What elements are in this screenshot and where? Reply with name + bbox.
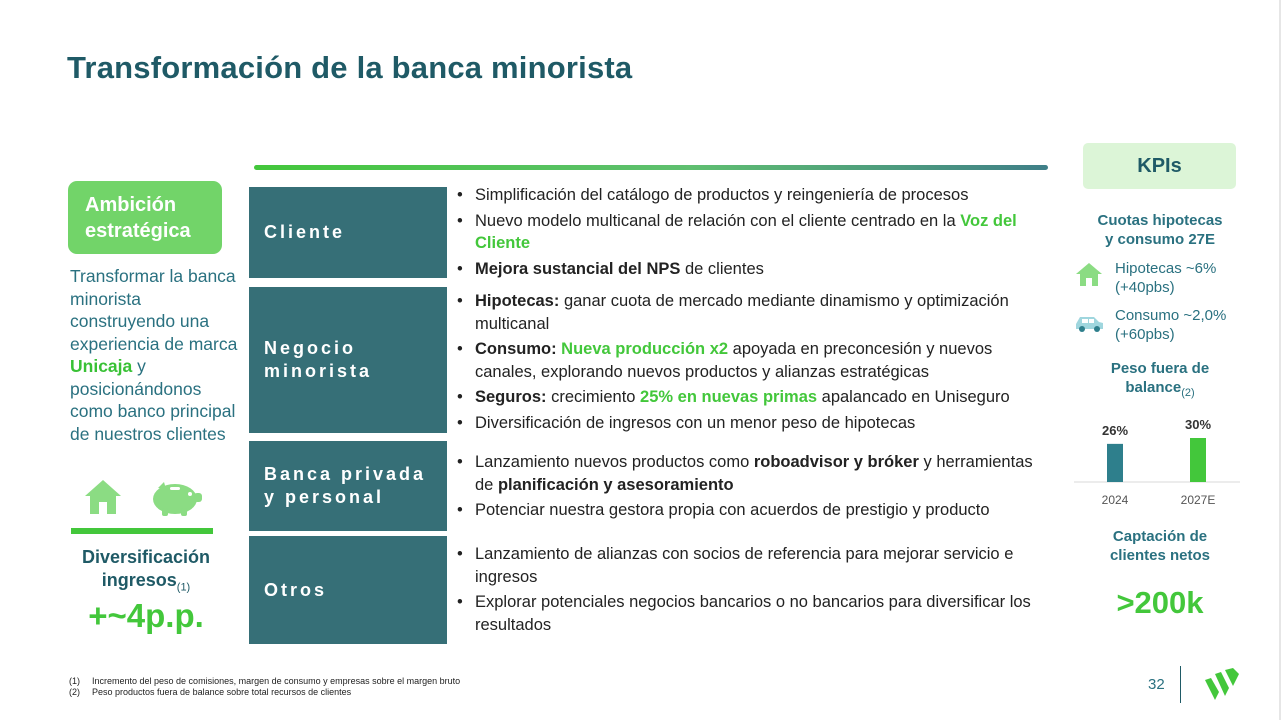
bullet-text: Lanzamiento nuevos productos como (475, 453, 754, 471)
captacion-title (1075, 527, 1245, 565)
bullet-item (455, 210, 1055, 255)
bullet-text: planificación y asesoramiento (497, 475, 734, 494)
bullet-text: Nueva producción x2 (561, 340, 729, 358)
kpi-hipotecas (1073, 259, 1253, 299)
kpis-header: KPIs (1083, 143, 1236, 189)
footnote-number: (2) (69, 687, 80, 697)
category-label: Banca privada y personal (264, 464, 427, 507)
footer-divider (1180, 666, 1181, 703)
diversification-title-line-2 (60, 569, 232, 600)
bullet-text: Mejora sustancial del NPS (475, 259, 681, 278)
bullet-text: Potenciar nuestra gestora propia con acuerdos de prestigio y producto (475, 501, 990, 519)
bullet-text: ganar cuota de mercado mediante dinamismo y optimización multicanal (475, 292, 1009, 333)
bullets-otros (455, 543, 1055, 639)
car-icon (1073, 308, 1105, 334)
bullet-text: Hipotecas: (475, 292, 560, 310)
kpi-hipotecas-change: (+40pbs) (1115, 279, 1175, 296)
peso-title (1075, 359, 1245, 403)
footnotes (69, 676, 460, 698)
bullet-text: Explorar potenciales negocios bancarios o no bancarios para diversificar los resultados (475, 593, 1031, 634)
bullet-item (455, 258, 1055, 281)
bullet-text: Consumo: (475, 340, 557, 358)
chart-data-label: 26% (1101, 422, 1129, 438)
kpi-consumo-text (1115, 306, 1226, 344)
kpi-consumo-value: Consumo ~2,0% (1115, 307, 1227, 324)
bullet-text: y herramientas de (475, 453, 1033, 494)
bullet-text: de clientes (680, 259, 764, 278)
left-divider-bar (71, 528, 213, 534)
ambition-badge (68, 181, 222, 254)
chart-tick-label: 2027E (1180, 493, 1216, 507)
footnote-number: (1) (69, 676, 80, 686)
peso-bar-chart (1072, 410, 1242, 510)
house-icon (1073, 261, 1105, 287)
category-label: Cliente (264, 222, 346, 242)
ambition-text-part-2: y posicionándonos como banco principal de nuestros clientes (70, 356, 236, 444)
category-label: Negocio minorista (264, 338, 373, 381)
bullet-text: 25% en nuevas primas (640, 388, 818, 406)
bullet-item (455, 543, 1055, 588)
bullets-negocio-minorista (455, 290, 1055, 437)
bullet-text: Seguros: (475, 388, 547, 406)
ambition-text-part-1: Transformar la banca minorista construyendo una experiencia de marca (70, 266, 238, 354)
footnote-ref: (1) (176, 581, 191, 594)
bullet-item (455, 499, 1055, 522)
chart-bar-2024 (1107, 444, 1123, 482)
peso-title-line-1: Peso fuera de (1110, 360, 1210, 377)
footnote-2 (69, 687, 460, 698)
bullets-banca-privada (455, 451, 1055, 525)
footnote-text: Peso productos fuera de balance sobre total recursos de clientes (92, 687, 352, 697)
bullet-item (455, 386, 1055, 409)
brand-logo-icon (1203, 666, 1241, 700)
chart-data-label: 30% (1184, 417, 1212, 432)
cuotas-title-line-2: y consumo 27E (1104, 231, 1216, 248)
page-number: 32 (1148, 676, 1165, 693)
bullet-text: apoyada en preconcesión y nuevos canales, explorando nuevos productos y alianzas estratégicas (475, 340, 993, 381)
bullet-item (455, 290, 1055, 335)
footnote-1 (69, 676, 460, 687)
bullet-item (455, 338, 1055, 383)
bullet-text: crecimiento (546, 388, 641, 406)
kpi-consumo-change: (+60pbs) (1115, 326, 1175, 343)
peso-title-text: balance (1125, 379, 1182, 396)
bullet-text: apalancado en Uniseguro (817, 388, 1010, 406)
captacion-title-line-2: clientes netos (1109, 547, 1211, 564)
chart-bar-2027E (1190, 438, 1206, 482)
footnote-text: Incremento del peso de comisiones, margen de consumo y empresas sobre el margen bruto (92, 676, 461, 686)
bullet-text: Voz del Cliente (475, 211, 1017, 252)
bullet-text: Diversificación de ingresos con un menor peso de hipotecas (475, 413, 916, 432)
house-icon (85, 480, 121, 514)
page-title: Transformación de la banca minorista (67, 50, 633, 85)
category-label: Otros (264, 579, 328, 600)
bullet-text: roboadvisor y bróker (753, 453, 919, 471)
piggy-bank-icon (153, 482, 202, 516)
kpi-hipotecas-text (1115, 259, 1216, 297)
chart-tick-label: 2024 (1101, 493, 1129, 507)
peso-title-line-2 (1075, 378, 1245, 403)
bullets-cliente (455, 184, 1055, 283)
bullet-item (455, 591, 1055, 636)
bullet-item (455, 412, 1055, 435)
bullet-text: Simplificación del catálogo de productos y reingeniería de procesos (475, 186, 969, 204)
category-negocio-minorista (249, 287, 447, 433)
diversification-title (60, 546, 232, 600)
footnote-ref: (2) (1181, 387, 1195, 399)
cuotas-title-line-1: Cuotas hipotecas (1097, 212, 1223, 229)
ambition-label-line-1: Ambición (85, 194, 177, 216)
bullet-item (455, 451, 1055, 496)
cuotas-title (1075, 211, 1245, 249)
captacion-value: >200k (1116, 585, 1204, 620)
diversification-title-text: ingresos (101, 570, 177, 590)
captacion-title-line-1: Captación de (1112, 528, 1208, 545)
ambition-brand: Unicaja (70, 356, 133, 376)
diversification-value: +~4p.p. (88, 597, 204, 634)
ambition-statement (70, 265, 238, 445)
category-banca-privada (249, 441, 447, 531)
kpi-hipotecas-value: Hipotecas ~6% (1115, 260, 1217, 277)
bullet-text: Nuevo modelo multicanal de relación con el cliente centrado en la (475, 211, 961, 230)
category-otros (249, 536, 447, 644)
kpi-consumo (1073, 306, 1253, 346)
bullet-text: Lanzamiento de alianzas con socios de referencia para mejorar servicio e ingresos (475, 545, 1014, 586)
left-icons (82, 476, 212, 518)
category-cliente (249, 187, 447, 278)
header-gradient-line (254, 165, 1048, 170)
bullet-item (455, 184, 1055, 207)
diversification-title-line-1: Diversificación (81, 547, 211, 567)
ambition-label-line-2: estratégica (85, 220, 191, 242)
